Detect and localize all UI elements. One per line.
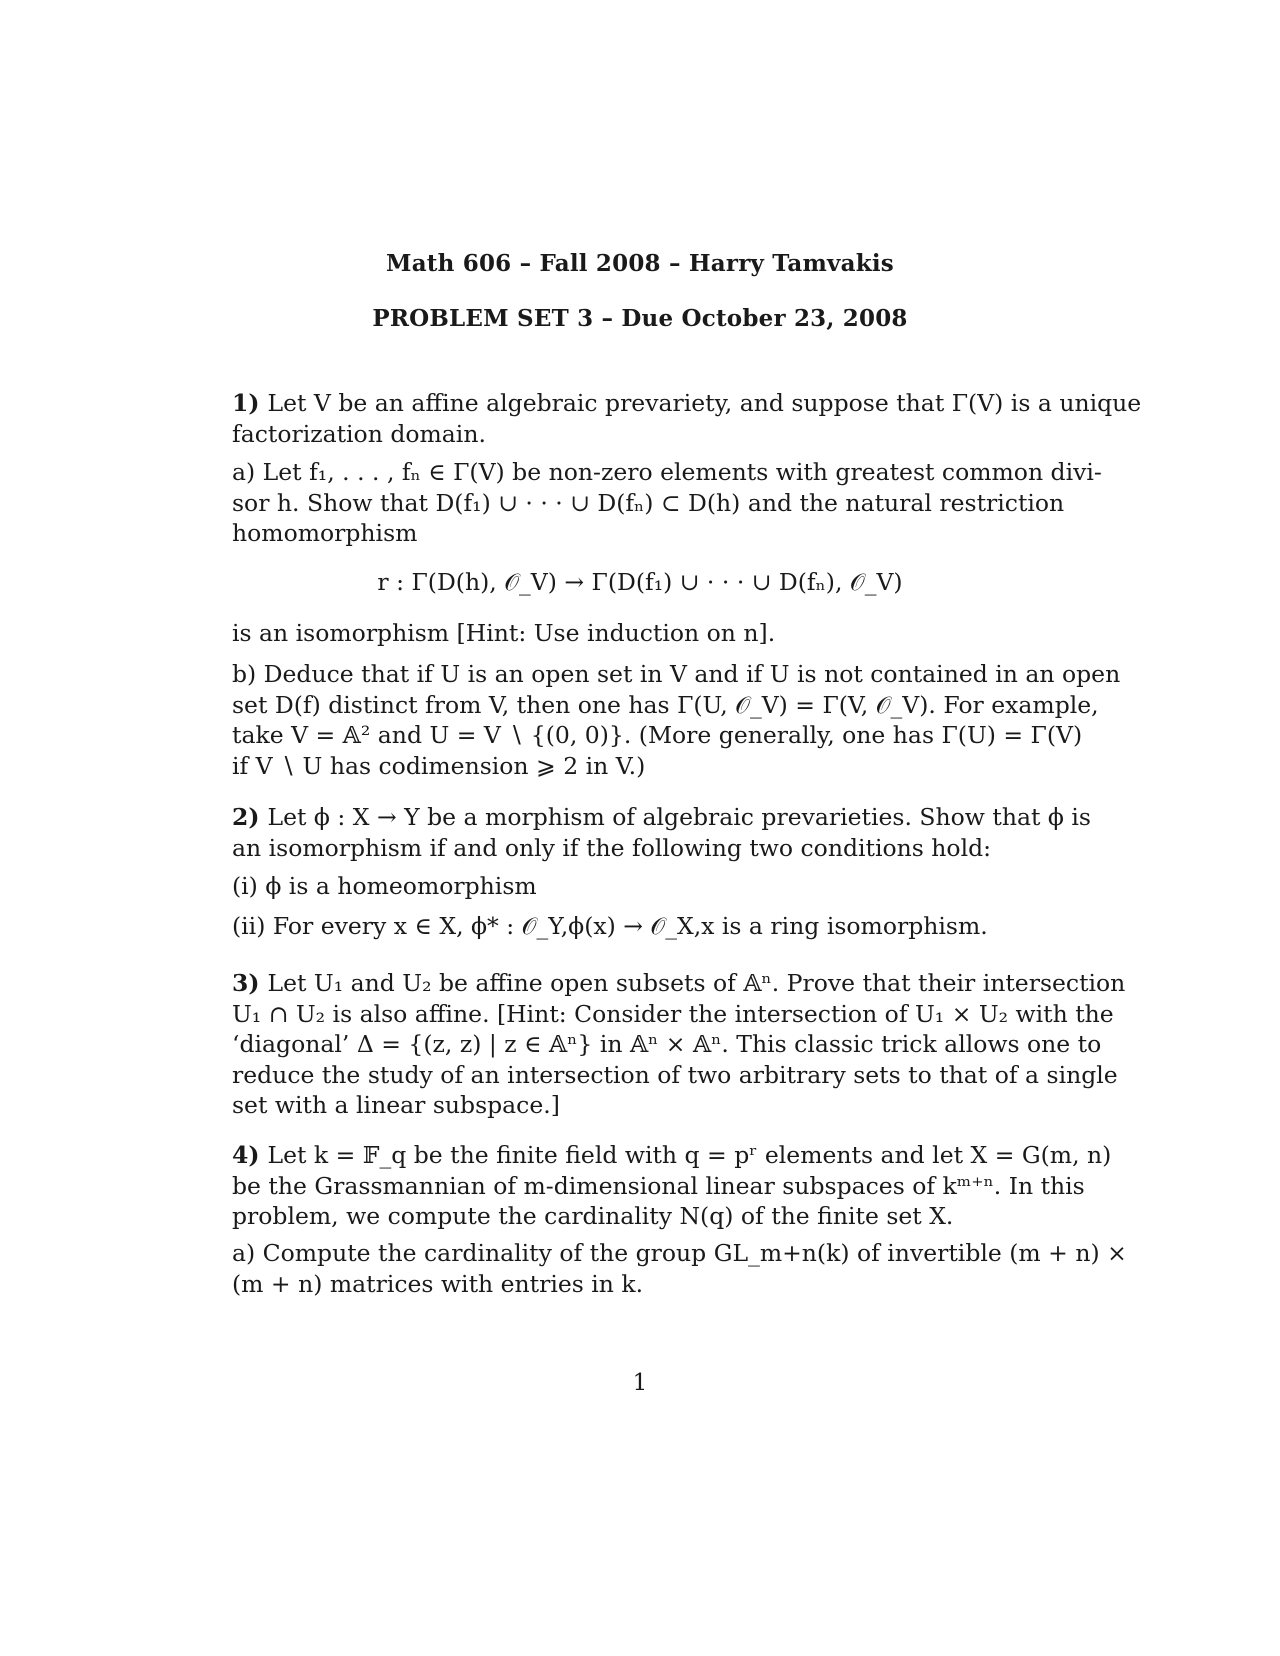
problem-1-number: 1) bbox=[232, 389, 260, 417]
problem-4-number: 4) bbox=[232, 1141, 260, 1169]
problem-3-statement bbox=[232, 968, 1126, 1121]
problem-1-statement bbox=[232, 388, 1142, 449]
problem-4-statement bbox=[232, 1140, 1112, 1232]
problem-3-line-3: ‘diagonal’ Δ = {(z, z) | z ∈ 𝔸ⁿ} in 𝔸ⁿ × 𝔸ⁿ. This classic trick allows one to bbox=[232, 1030, 1102, 1058]
problem-3-number: 3) bbox=[232, 969, 260, 997]
problem-2-line-2: an isomorphism if and only if the following two conditions hold: bbox=[232, 833, 992, 862]
problem-1a-line-2: sor h. Show that D(f₁) ∪ · · · ∪ D(fₙ) ⊂ D(h) and the natural restriction bbox=[232, 488, 1065, 517]
problem-1a-conclusion bbox=[232, 618, 1046, 649]
problem-1a-line-4: is an isomorphism [Hint: Use induction on n]. bbox=[232, 619, 776, 647]
page-number: 1 bbox=[632, 1370, 648, 1396]
problem-1b-line-1: b) Deduce that if U is an open set in V and if U is not contained in an open bbox=[232, 660, 1121, 688]
problem-3-line-2: U₁ ∩ U₂ is also affine. [Hint: Consider the intersection of U₁ × U₂ with the bbox=[232, 999, 1114, 1028]
problem-4-line-2: be the Grassmannian of m-dimensional linear subspaces of kᵐ⁺ⁿ. In this bbox=[232, 1171, 1085, 1200]
problem-3-line-1: Let U₁ and U₂ be affine open subsets of 𝔸ⁿ. Prove that their intersection bbox=[267, 969, 1126, 997]
problem-2-number: 2) bbox=[232, 803, 260, 831]
problem-1-line-2: factorization domain. bbox=[232, 419, 486, 448]
problem-3-line-4: reduce the study of an intersection of two arbitrary sets to that of a single bbox=[232, 1060, 1118, 1089]
problem-4a-line-1: a) Compute the cardinality of the group GL_m+n(k) of invertible (m + n) × bbox=[232, 1239, 1127, 1267]
problem-1b-line-3: take V = 𝔸² and U = V ∖ {(0, 0)}. (More generally, one has Γ(U) = Γ(V) bbox=[232, 721, 1083, 749]
problem-4a bbox=[232, 1238, 1127, 1299]
problem-1a-line-3: homomorphism bbox=[232, 519, 418, 547]
problem-1b-line-2: set D(f) distinct from V, then one has Γ(U, 𝒪_V) = Γ(V, 𝒪_V). For example, bbox=[232, 690, 1099, 719]
problem-4-line-1: Let k = 𝔽_q be the finite field with q = pʳ elements and let X = G(m, n) bbox=[267, 1141, 1112, 1169]
course-title: Math 606 – Fall 2008 – Harry Tamvakis bbox=[386, 250, 894, 277]
problem-1a bbox=[232, 457, 1102, 549]
problem-1-line-1: Let V be an affine algebraic prevariety, and suppose that Γ(V) is a unique bbox=[267, 389, 1142, 417]
problem-set-title: PROBLEM SET 3 – Due October 23, 2008 bbox=[372, 305, 908, 332]
problem-4-line-3: problem, we compute the cardinality N(q) of the finite set X. bbox=[232, 1202, 954, 1230]
problem-1a-line-1: a) Let f₁, . . . , fₙ ∈ Γ(V) be non-zero elements with greatest common divi- bbox=[232, 458, 1102, 486]
problem-4a-line-2: (m + n) matrices with entries in k. bbox=[232, 1269, 644, 1298]
problem-1b bbox=[232, 659, 1121, 781]
problem-2-line-1: Let ϕ : X → Y be a morphism of algebraic prevarieties. Show that ϕ is bbox=[267, 803, 1091, 831]
problem-1a-display-formula: r : Γ(D(h), 𝒪_V) → Γ(D(f₁) ∪ · · · ∪ D(fₙ), 𝒪_V) bbox=[377, 568, 903, 596]
problem-2-statement bbox=[232, 802, 1091, 863]
problem-1b-line-4: if V ∖ U has codimension ⩾ 2 in V.) bbox=[232, 751, 646, 780]
problem-2-condition-2: (ii) For every x ∈ X, ϕ* : 𝒪_Y,ϕ(x) → 𝒪_X,x is a ring isomorphism. bbox=[232, 912, 988, 940]
problem-2-condition-1: (i) ϕ is a homeomorphism bbox=[232, 872, 537, 900]
problem-3-line-5: set with a linear subspace.] bbox=[232, 1091, 560, 1119]
